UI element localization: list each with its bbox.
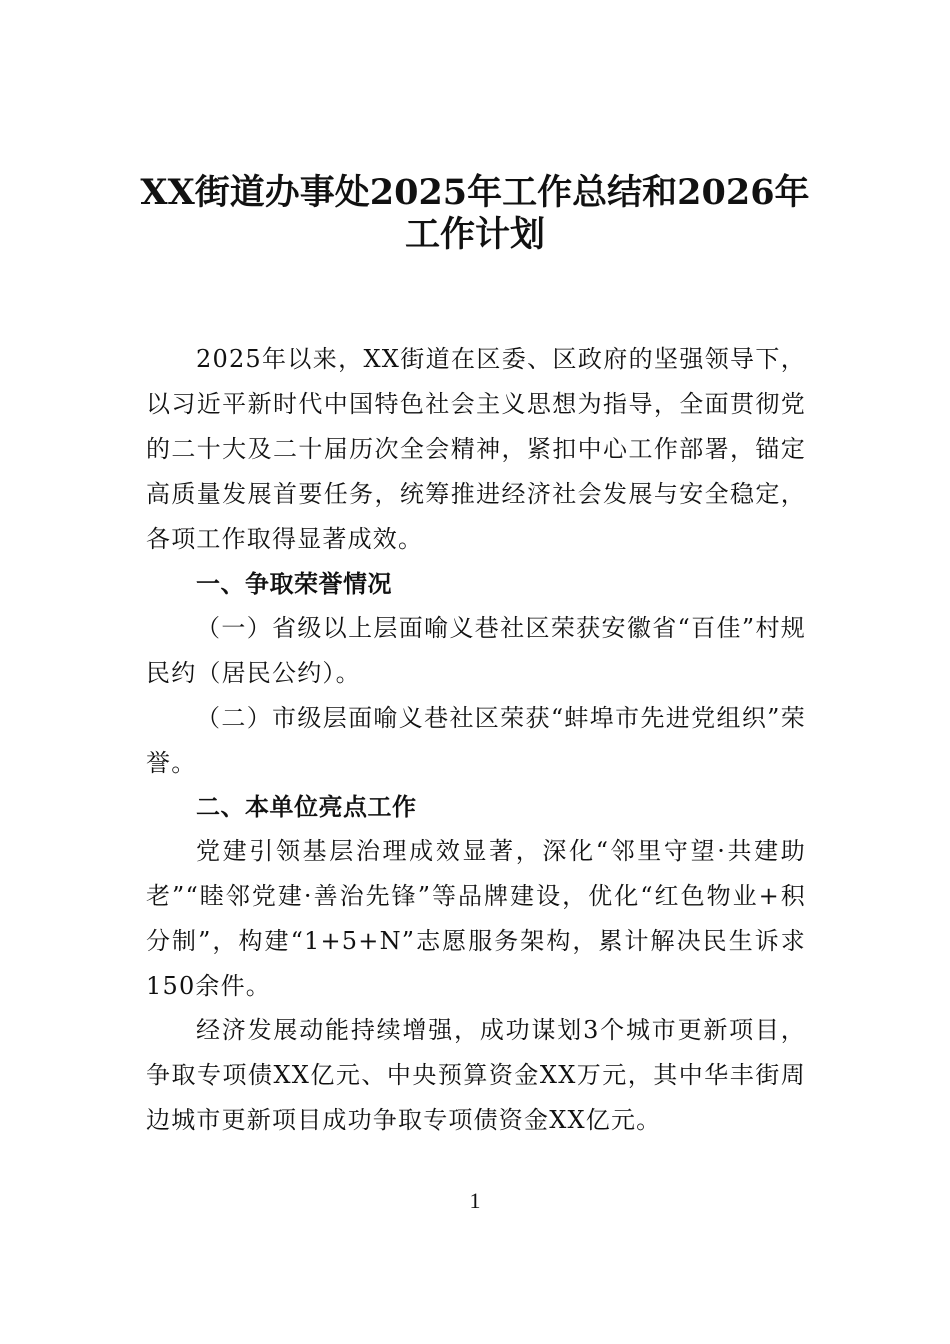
section-2-paragraph-1: 党建引领基层治理成效显著，深化“邻里守望·共建助老”“睦邻党建·善治先锋”等品牌建设，优化“红色物业+积分制”，构建“1+5+N”志愿服务架构，累计解决民生诉求150余件。 — [146, 837, 806, 1000]
section-1-item-1: （一）省级以上层面喻义巷社区荣获安徽省“百佳”村规民约（居民公约）。 — [146, 614, 806, 687]
page-number: 1 — [469, 1188, 481, 1213]
document-title-line-2: 工作计划 — [404, 214, 545, 255]
section-2-heading: 二、本单位亮点工作 — [196, 793, 417, 821]
document-title-line-1: XX街道办事处2025年工作总结和2026年 — [140, 172, 810, 213]
section-1-item-2: （二）市级层面喻义巷社区荣获“蚌埠市先进党组织”荣誉。 — [146, 704, 806, 777]
intro-paragraph: 2025年以来，XX街道在区委、区政府的坚强领导下，以习近平新时代中国特色社会主义思想为指导，全面贯彻党的二十大及二十届历次全会精神，紧扣中心工作部署，锚定高质量发展首要任务，统筹推进经济社会发展与安全稳定，各项工作取得显著成效。 — [146, 345, 806, 553]
section-2-paragraph-2: 经济发展动能持续增强，成功谋划3个城市更新项目，争取专项债XX亿元、中央预算资金XX万元，其中华丰街周边城市更新项目成功争取专项债资金XX亿元。 — [146, 1016, 806, 1134]
section-1-heading: 一、争取荣誉情况 — [196, 570, 392, 598]
